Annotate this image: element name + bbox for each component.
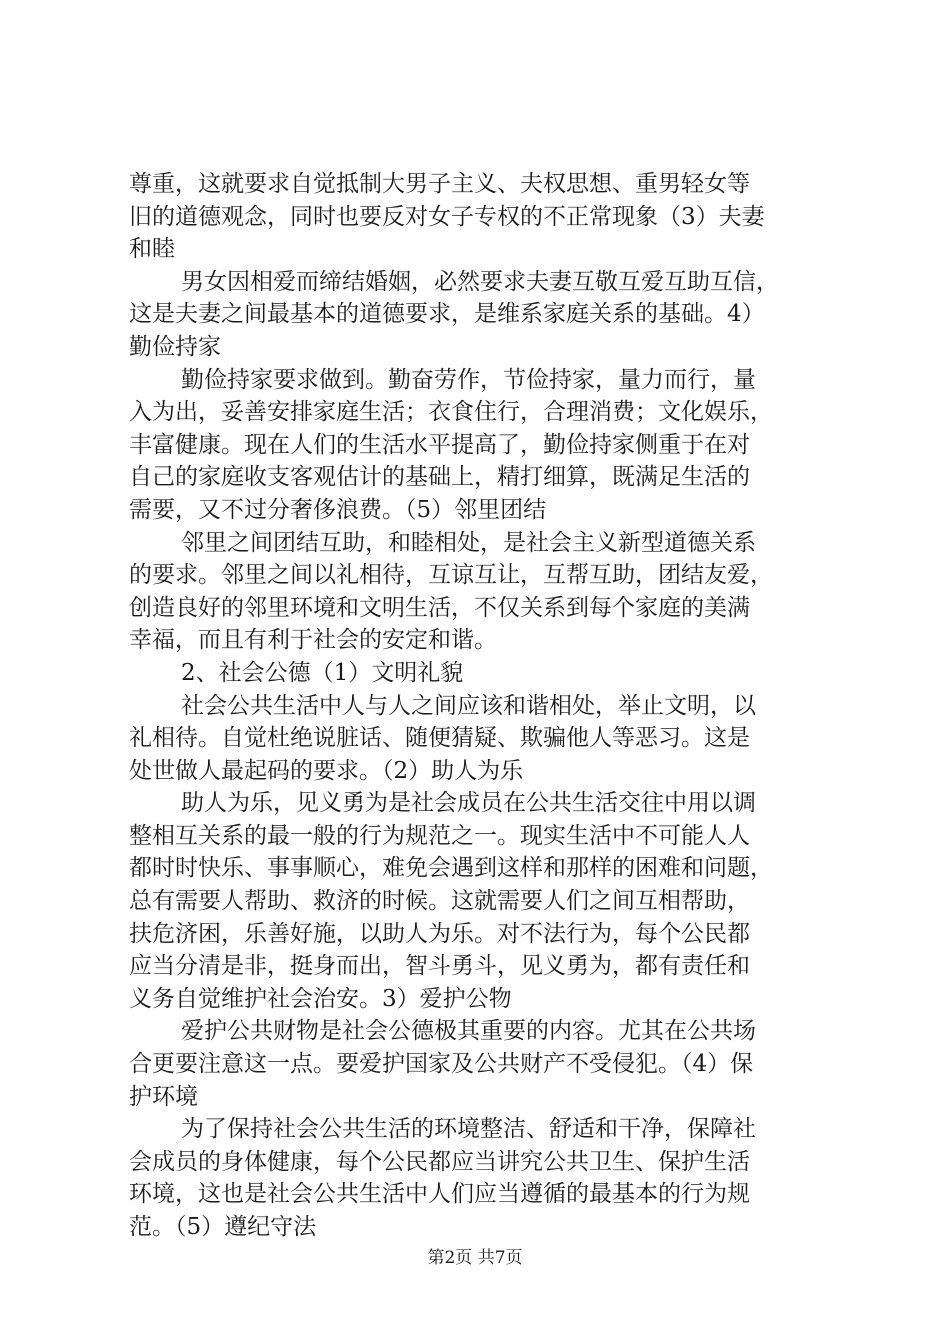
text-line: 环境，这也是社会公共生活中人们应当遵循的最基本的行为规 xyxy=(129,1181,750,1208)
text-line: 为了保持社会公共生活的环境整洁、舒适和干净，保障社 xyxy=(181,1116,756,1143)
text-line: 总有需要人帮助、救济的时候。这就需要人们之间互相帮助， xyxy=(129,888,750,915)
text-line: 处世做人最起码的要求。（2）助人为乐 xyxy=(129,757,524,784)
text-line: 整相互关系的最一般的行为规范之一。现实生活中不可能人人 xyxy=(129,822,750,849)
text-line: 自己的家庭收支客观估计的基础上，精打细算，既满足生活的 xyxy=(129,464,750,491)
text-line: 扶危济困，乐善好施，以助人为乐。对不法行为，每个公民都 xyxy=(129,920,750,947)
text-line: 应当分清是非，挺身而出，智斗勇斗，见义勇为，都有责任和 xyxy=(129,953,750,980)
text-line: 勤俭持家 xyxy=(129,333,221,360)
text-line: 助人为乐，见义勇为是社会成员在公共生活交往中用以调 xyxy=(181,790,756,817)
text-line: 的要求。邻里之间以礼相待，互谅互让，互帮互助，团结友爱， xyxy=(129,562,773,589)
text-line: 勤俭持家要求做到。勤奋劳作，节俭持家，量力而行，量 xyxy=(181,366,756,393)
body-text xyxy=(129,168,834,1244)
text-line: 丰富健康。现在人们的生活水平提高了，勤俭持家侧重于在对 xyxy=(129,431,750,458)
text-line: 邻里之间团结互助，和睦相处，是社会主义新型道德关系 xyxy=(181,529,756,556)
text-line: 义务自觉维护社会治安。3）爱护公物 xyxy=(129,985,512,1012)
text-line: 入为出，妥善安排家庭生活；衣食住行，合理消费；文化娱乐， xyxy=(129,399,773,426)
text-line: 礼相待。自觉杜绝说脏话、随便猜疑、欺骗他人等恶习。这是 xyxy=(129,725,750,752)
page-footer: 第2页 共7页 xyxy=(427,1248,523,1268)
text-line: 合更要注意这一点。要爱护国家及公共财产不受侵犯。（4）保 xyxy=(129,1051,754,1078)
text-line: 2、社会公德（1）文明礼貌 xyxy=(181,659,464,686)
text-line: 幸福，而且有利于社会的安定和谐。 xyxy=(129,627,497,654)
text-line: 都时时快乐、事事顺心，难免会遇到这样和那样的困难和问题， xyxy=(129,855,773,882)
text-line: 范。（5）遵纪守法 xyxy=(129,1214,317,1240)
text-line: 会成员的身体健康，每个公民都应当讲究公共卫生、保护生活 xyxy=(129,1148,750,1175)
text-line: 旧的道德观念，同时也要反对女子专权的不正常现象（3）夫妻 xyxy=(129,203,765,230)
text-line: 需要，又不过分奢侈浪费。（5）邻里团结 xyxy=(129,496,547,523)
text-line: 这是夫妻之间最基本的道德要求，是维系家庭关系的基础。4） xyxy=(129,301,765,328)
text-line: 和睦 xyxy=(129,236,175,263)
text-line: 护环境 xyxy=(129,1083,198,1110)
text-line: 男女因相爱而缔结婚姻，必然要求夫妻互敬互爱互助互信， xyxy=(181,268,779,295)
text-line: 创造良好的邻里环境和文明生活，不仅关系到每个家庭的美满 xyxy=(129,594,750,621)
text-line: 尊重，这就要求自觉抵制大男子主义、夫权思想、重男轻女等 xyxy=(129,171,750,197)
text-line: 爱护公共财物是社会公德极其重要的内容。尤其在公共场 xyxy=(181,1018,756,1045)
text-line: 社会公共生活中人与人之间应该和谐相处，举止文明，以 xyxy=(181,692,756,719)
